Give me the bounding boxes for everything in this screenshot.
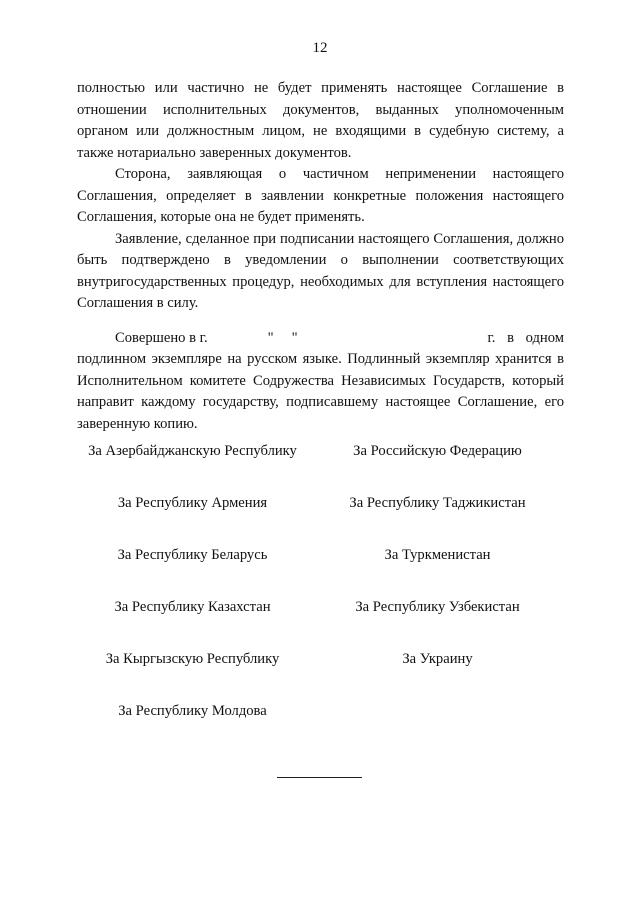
signature-right: За Республику Узбекистан bbox=[355, 599, 520, 615]
done-in-part-2: " bbox=[267, 329, 274, 346]
signature-left: За Республику Казахстан bbox=[114, 599, 271, 615]
signature-row bbox=[0, 547, 640, 569]
signature-right: За Туркменистан bbox=[384, 547, 491, 563]
page-number: 12 bbox=[312, 40, 328, 56]
signature-right: За Республику Таджикистан bbox=[349, 495, 526, 511]
signature-left: За Республику Армения bbox=[117, 495, 268, 511]
paragraph-3: Заявление, сделанное при подписании настоящего Соглашения, должно быть подтверждено в уведомлении о выполнении соответствующих внутригосударственных процедур, необходимых для вступления настоящего Соглашения в силу. bbox=[77, 230, 564, 311]
signature-row bbox=[0, 703, 640, 725]
signature-left: За Республику Беларусь bbox=[117, 547, 268, 563]
done-in-part-1: Совершено в г. bbox=[115, 329, 208, 346]
done-in-quotes bbox=[268, 328, 298, 350]
signature-row bbox=[0, 599, 640, 621]
done-in-part-3: " bbox=[291, 329, 298, 346]
signature-left: За Азербайджанскую Республику bbox=[88, 443, 297, 459]
signature-left: За Кыргызскую Республику bbox=[105, 651, 280, 667]
paragraph-1: полностью или частично не будет применять настоящее Соглашение в отношении исполнительных документов, выданных уполномоченным органом или должностным лицом, не входящими в судебную систему, а также нотариально заверенных документов. bbox=[77, 80, 564, 161]
done-in-line bbox=[77, 328, 564, 350]
done-in-part-4: г. в одном bbox=[487, 329, 564, 346]
signature-right: За Украину bbox=[402, 651, 473, 667]
done-in-rest: подлинном экземпляре на русском языке. Подлинный экземпляр хранится в Исполнительном комитете Содружества Независимых Государств, который направит каждому государству, подписавшему настоящее Соглашение, его заверенную копию. bbox=[77, 351, 564, 432]
document-body bbox=[77, 78, 564, 435]
signature-row bbox=[0, 651, 640, 673]
signature-row bbox=[0, 443, 640, 465]
signature-left: За Республику Молдова bbox=[118, 703, 267, 719]
paragraph-2: Сторона, заявляющая о частичном неприменении настоящего Соглашения, определяет в заявлении конкретные положения настоящего Соглашения, которые она не будет применять. bbox=[77, 166, 564, 225]
signature-right: За Российскую Федерацию bbox=[353, 443, 522, 459]
end-divider bbox=[277, 777, 362, 778]
signature-row bbox=[0, 495, 640, 517]
